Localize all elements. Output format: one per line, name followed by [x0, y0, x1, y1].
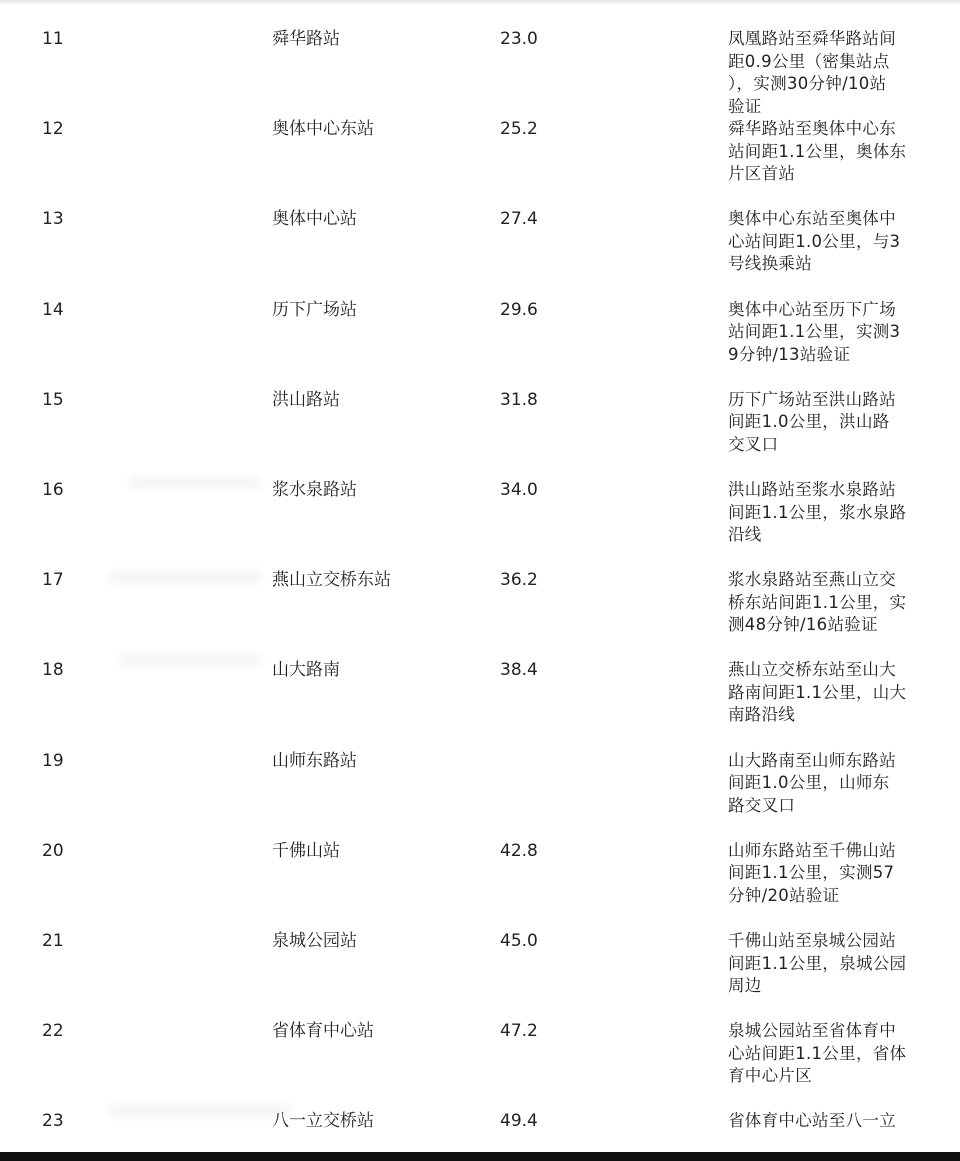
note-line: 奥体中心东站至奥体中	[728, 209, 896, 229]
note-line: 凤凰路站至舜华路站间	[728, 29, 896, 48]
station-name: 奥体中心东站	[272, 119, 374, 140]
note-line: 间距1.1公里，泉城公园	[728, 953, 907, 973]
station-note	[728, 1110, 943, 1133]
station-number: 20	[42, 840, 64, 861]
note-line: 交叉口	[728, 434, 779, 454]
station-name: 千佛山站	[272, 840, 340, 861]
note-line: 站间距1.1公里，奥体东	[728, 141, 907, 161]
table-row	[0, 479, 960, 569]
station-note	[728, 659, 943, 727]
table-row	[0, 659, 960, 749]
station-distance: 47.2	[500, 1021, 538, 1042]
note-line: 间距1.1公里，实测57	[728, 863, 895, 883]
station-name: 燕山立交桥东站	[272, 570, 391, 591]
station-distance: 38.4	[500, 660, 538, 681]
station-name: 八一立交桥站	[272, 1111, 374, 1132]
station-name: 浆水泉路站	[272, 480, 357, 500]
note-line: 奥体中心站至历下广场	[728, 299, 896, 319]
station-note	[728, 299, 943, 367]
station-number: 21	[42, 931, 64, 951]
station-number: 13	[42, 209, 64, 230]
note-line: 心站间距1.0公里，与3	[728, 231, 901, 251]
note-line: 沿线	[728, 525, 762, 544]
note-line: 路南间距1.1公里，山大	[728, 682, 907, 702]
station-note	[728, 930, 943, 998]
table-row	[0, 569, 960, 659]
table-row	[0, 1020, 960, 1110]
note-line: 桥东站间距1.1公里，实	[728, 592, 907, 612]
station-name: 洪山路站	[272, 389, 340, 410]
note-line: 路交叉口	[728, 795, 796, 815]
note-line: 南路沿线	[728, 705, 796, 725]
station-number: 17	[42, 570, 64, 591]
station-number: 11	[42, 29, 64, 49]
note-line: 燕山立交桥东站至山大	[728, 660, 896, 680]
station-name: 历下广场站	[272, 299, 357, 320]
note-line: 历下广场站至洪山路站	[728, 389, 896, 409]
note-line: 周边	[728, 976, 762, 995]
note-line: 浆水泉路站至燕山立交	[728, 570, 896, 590]
note-line: 距0.9公里（密集站点	[728, 51, 890, 71]
station-number: 12	[42, 119, 64, 140]
station-name: 舜华路站	[272, 29, 340, 49]
note-line: 间距1.0公里，洪山路	[728, 412, 890, 432]
note-line: 省体育中心站至八一立	[728, 1111, 896, 1131]
note-line: 分钟/20站验证	[728, 885, 840, 905]
note-line: ），实测30分钟/10站	[728, 74, 887, 93]
station-distance: 45.0	[500, 931, 538, 951]
station-note	[728, 208, 943, 276]
station-number: 19	[42, 750, 64, 771]
table-row	[0, 389, 960, 479]
station-note	[728, 569, 943, 637]
station-note	[728, 118, 943, 186]
station-name: 泉城公园站	[272, 931, 357, 951]
note-line: 号线换乘站	[728, 254, 812, 274]
table-row	[0, 299, 960, 389]
station-distance: 23.0	[500, 29, 538, 49]
station-note	[728, 389, 943, 457]
station-distance: 34.0	[500, 480, 538, 500]
station-distance: 36.2	[500, 570, 538, 591]
station-distance: 42.8	[500, 840, 538, 861]
table-row	[0, 750, 960, 840]
station-distance: 49.4	[500, 1111, 538, 1132]
note-line: 间距1.0公里，山师东	[728, 773, 890, 793]
station-name: 山大路南	[272, 660, 340, 681]
table-row	[0, 930, 960, 1020]
station-number: 23	[42, 1111, 64, 1132]
table-row	[0, 840, 960, 930]
table-row	[0, 208, 960, 298]
station-number: 16	[42, 480, 64, 500]
station-number: 14	[42, 299, 64, 320]
note-line: 测48分钟/16站验证	[728, 615, 878, 635]
bottom-edge-bar	[0, 1152, 960, 1161]
top-edge-shadow	[0, 0, 960, 6]
note-line: 育中心片区	[728, 1066, 812, 1086]
note-line: 9分钟/13站验证	[728, 344, 851, 364]
station-distance: 25.2	[500, 119, 538, 140]
station-note	[728, 28, 943, 118]
note-line: 洪山路站至浆水泉路站	[728, 480, 896, 499]
note-line: 千佛山站至泉城公园站	[728, 931, 896, 950]
station-distance: 27.4	[500, 209, 538, 230]
table-row	[0, 28, 960, 118]
note-line: 站间距1.1公里，实测3	[728, 322, 901, 342]
station-number: 15	[42, 389, 64, 410]
station-name: 山师东路站	[272, 750, 357, 771]
note-line: 心站间距1.1公里，省体	[728, 1043, 907, 1063]
station-distance: 31.8	[500, 389, 538, 410]
station-name: 省体育中心站	[272, 1021, 374, 1042]
table-row	[0, 118, 960, 208]
note-line: 片区首站	[728, 164, 796, 184]
station-number: 18	[42, 660, 64, 681]
station-number: 22	[42, 1021, 64, 1042]
note-line: 山师东路站至千佛山站	[728, 840, 896, 860]
station-distance: 29.6	[500, 299, 538, 320]
station-note	[728, 479, 943, 547]
note-line: 间距1.1公里，浆水泉路	[728, 502, 907, 522]
station-note	[728, 750, 943, 818]
station-note	[728, 840, 943, 908]
station-note	[728, 1020, 943, 1088]
station-name: 奥体中心站	[272, 209, 357, 230]
note-line: 验证	[728, 96, 762, 116]
note-line: 舜华路站至奥体中心东	[728, 119, 896, 139]
note-line: 山大路南至山师东路站	[728, 750, 896, 770]
note-line: 泉城公园站至省体育中	[728, 1021, 896, 1041]
